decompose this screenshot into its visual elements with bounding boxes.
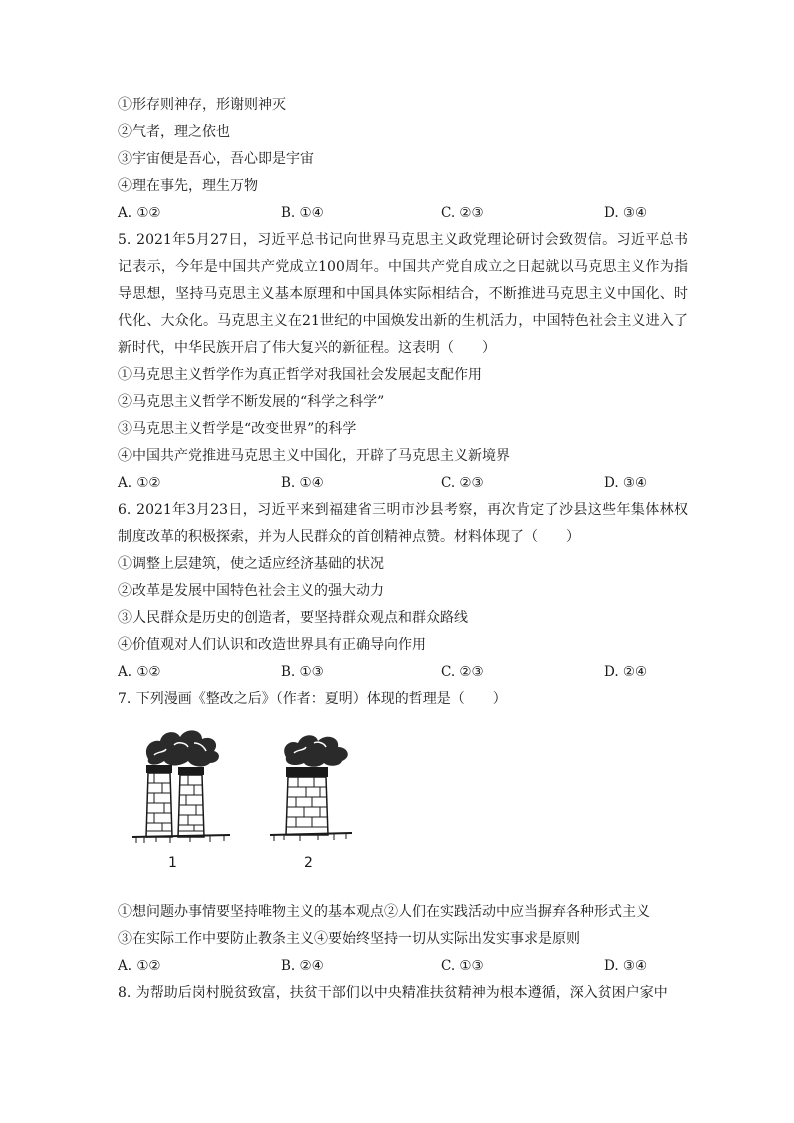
q5-choice-d: D. ③④ — [604, 475, 648, 491]
q6-choice-c: C. ②③ — [441, 664, 484, 680]
q7-choice-b: B. ②④ — [281, 958, 324, 974]
q7-choices — [118, 953, 688, 980]
q4-choice-a: A. ①② — [118, 205, 161, 221]
q8-stem: 8. 为帮助后岗村脱贫致富，扶贫干部们以中央精准扶贫精神为根本遵循，深入贫困户家中 — [118, 985, 668, 1001]
q4-choices — [118, 200, 688, 227]
q4-option-3: ③宇宙便是吾心，吾心即是宇宙 — [118, 151, 314, 167]
q6-choice-a: A. ①② — [118, 664, 161, 680]
q6-choices — [118, 659, 688, 686]
q5-choice-b: B. ①④ — [281, 475, 324, 491]
q4-choice-c: C. ②③ — [441, 205, 484, 221]
chimney-cartoon-image — [130, 721, 370, 851]
q4-choice-d: D. ③④ — [604, 205, 648, 221]
q4-option-4: ④理在事先，理生万物 — [118, 178, 258, 194]
q6-option-1: ①调整上层建筑，使之适应经济基础的状况 — [118, 556, 384, 572]
q6-stem: 6. 2021年3月23日，习近平来到福建省三明市沙县考察，再次肯定了沙县这些年集体林权制度改革的积极探索，并为人民群众的首创精神点赞。材料体现了（ ） — [118, 502, 688, 545]
q6-option-4: ④价值观对人们认识和改造世界具有正确导向作用 — [118, 637, 426, 653]
panel-2-drawing — [270, 735, 352, 841]
q6-choice-d: D. ②④ — [604, 664, 648, 680]
q5-stem: 5. 2021年5月27日，习近平总书记向世界马克思主义政党理论研讨会致贺信。习近平总书记表示，今年是中国共产党成立100周年。中国共产党自成立之日起就以马克思主义作为指导思想，坚持马克思主义基本原理和中国具体实际相结合，不断推进马克思主义中国化、时代化、大众化。马克思主义在21世纪的中国焕发出新的生机活力，中国特色社会主义进入了新时代，中华民族开启了伟大复兴的新征程。这表明（ ） — [118, 232, 688, 356]
q7-cartoon — [118, 721, 688, 899]
q5-choice-c: C. ②③ — [441, 475, 484, 491]
q7-choice-d: D. ③④ — [604, 958, 648, 974]
q7-option-line-2: ③在实际工作中要防止教条主义④要始终坚持一切从实际出发实事求是原则 — [118, 931, 580, 947]
q5-option-1: ①马克思主义哲学作为真正哲学对我国社会发展起支配作用 — [118, 367, 482, 383]
panel-1-drawing — [132, 730, 230, 843]
q5-choices — [118, 470, 688, 497]
q6-option-3: ③人民群众是历史的创造者，要坚持群众观点和群众路线 — [118, 610, 468, 626]
exam-page — [118, 92, 688, 1007]
q4-options — [118, 92, 688, 200]
q6-choice-b: B. ①③ — [281, 664, 324, 680]
figure-label-2: 2 — [304, 855, 313, 871]
q7-option-line-1: ①想问题办事情要坚持唯物主义的基本观点②人们在实践活动中应当摒弃各种形式主义 — [118, 904, 650, 920]
q4-option-1: ①形存则神存，形谢则神灭 — [118, 97, 286, 113]
q5-option-3: ③马克思主义哲学是“改变世界”的科学 — [118, 421, 357, 437]
q4-option-2: ②气者，理之依也 — [118, 124, 230, 140]
q7-choice-c: C. ①③ — [441, 958, 484, 974]
q5-choice-a: A. ①② — [118, 475, 161, 491]
q5-option-4: ④中国共产党推进马克思主义中国化，开辟了马克思主义新境界 — [118, 448, 510, 464]
figure-label-1: 1 — [168, 855, 177, 871]
q7-stem: 7. 下列漫画《整改之后》（作者：夏明）体现的哲理是（ ） — [118, 691, 507, 707]
q7-choice-a: A. ①② — [118, 958, 161, 974]
q6-option-2: ②改革是发展中国特色社会主义的强大动力 — [118, 583, 384, 599]
q4-choice-b: B. ①④ — [281, 205, 324, 221]
q5-option-2: ②马克思主义哲学不断发展的“科学之科学” — [118, 394, 385, 410]
